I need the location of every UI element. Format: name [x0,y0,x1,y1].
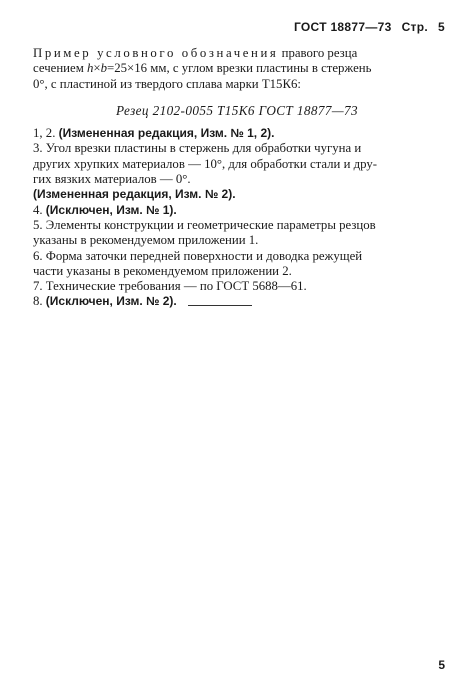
item-3-line-1-text: 3. Угол врезки пластины в стержень для обработки чугуна и [33,141,362,156]
item-5-line-2-text: указаны в рекомендуемом приложении 1. [33,233,259,248]
item-3-line-3-text: гих вязких материалов — 0°. [33,172,191,187]
standard-number: ГОСТ 18877—73 [293,20,392,34]
item-1-2-text: (Измененная редакция, Изм. № 1, 2). [58,126,275,141]
page-label: Стр. [401,20,429,34]
item-3-line-3 [33,172,441,187]
page-header [294,20,445,34]
item-8 [33,294,441,309]
section-divider [188,305,252,306]
item-3-line-1 [33,141,441,156]
item-3-line-2-text: других хрупких материалов — 10°, для обработки стали и дру- [33,156,378,171]
item-4-text: 4. [33,202,46,217]
item-5-line-2 [33,233,441,248]
example-line-2 [33,61,441,76]
item-6-line-1-text: 6. Форма заточки передней поверхности и доводка режущей [33,248,363,263]
item-3-note [33,187,441,202]
item-6-line-1 [33,249,441,264]
example-line-1 [33,46,441,61]
item-8-text: (Исключен, Изм. № 2). [45,294,177,309]
example-line-3-text: 0°, с пластиной из твердого сплава марки Т15К6: [33,76,301,91]
document-body [33,46,441,310]
item-4-text: (Исключен, Изм. № 1). [45,202,177,217]
item-1-2-text: 1, 2. [33,126,59,141]
designation [33,103,441,118]
example-line-1-text: Пример условного обозначения [33,46,279,60]
example-line-2-text: b [100,61,108,76]
item-7 [33,279,441,294]
example-line-3 [33,77,441,92]
example-line-1-text: правого резца [278,46,358,60]
item-5-line-1-text: 5. Элементы конструкции и геометрические параметры резцов [33,217,376,232]
item-3-line-2 [33,157,441,172]
example-line-2-text: сечением [33,61,87,76]
footer-page-number: 5 [438,658,445,672]
item-6-line-2 [33,264,441,279]
example-line-2-text: h [87,61,94,76]
item-8-text: 8. [33,294,46,309]
designation-text: Резец 2102-0055 Т15К6 ГОСТ 18877—73 [116,102,358,118]
item-7-text: 7. Технические требования — по ГОСТ 5688—61. [33,279,307,294]
example-line-2-text: =25×16 мм, с углом врезки пластины в стержень [107,61,372,76]
item-5-line-1 [33,218,441,233]
item-3-note-text: (Измененная редакция, Изм. № 2). [33,187,236,202]
item-6-line-2-text: части указаны в рекомендуемом приложении 2. [33,263,292,278]
item-1-2 [33,126,441,141]
example-line-2-text: × [93,61,101,76]
item-4 [33,203,441,218]
header-page-number: 5 [438,20,445,34]
